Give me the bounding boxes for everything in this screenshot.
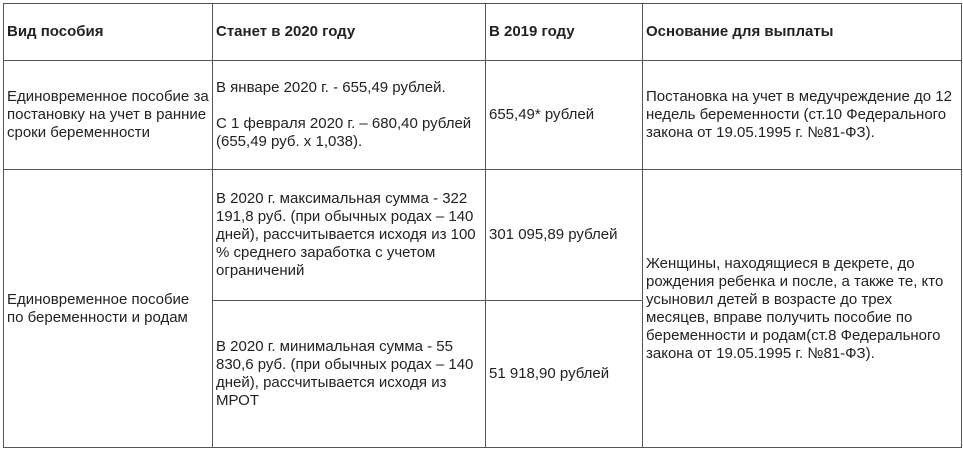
header-basis: Основание для выплаты [643, 4, 962, 61]
benefits-table [3, 3, 962, 448]
amount-2019-max-cell: 301 095,89 рублей [486, 170, 643, 301]
amount-2020-min-cell: В 2020 г. минимальная сумма - 55 830,6 руб. (при обычных родах – 140 дней), рассчитывается исходя из МРОТ [213, 301, 486, 448]
table-row [4, 61, 962, 170]
amount-2020-cell [213, 61, 486, 170]
amount-2019-cell: 655,49* рублей [486, 61, 643, 170]
header-benefit-type: Вид пособия [4, 4, 213, 61]
header-2019: В 2019 году [486, 4, 643, 61]
amount-2020-max-cell: В 2020 г. максимальная сумма - 322 191,8 руб. (при обычных родах – 140 дней), рассчитывается исходя из 100 % среднего заработка с учетом ограничений [213, 170, 486, 301]
table-header-row [4, 4, 962, 61]
benefit-type-cell: Единовременное пособие по беременности и родам [4, 170, 213, 448]
header-2020: Станет в 2020 году [213, 4, 486, 61]
benefit-type-cell: Единовременное пособие за постановку на учет в ранние сроки беременности [4, 61, 213, 170]
amount-2020-february: С 1 февраля 2020 г. – 680,40 рублей (655,49 руб. х 1,038). [216, 115, 472, 150]
basis-cell: Женщины, находящиеся в декрете, до рождения ребенка и после, а также те, кто усыновил детей в возрасте до трех месяцев, вправе получить пособие по беременности и родам(ст.8 Федерального закона от 19.05.1995 г. №81-ФЗ). [643, 170, 962, 448]
basis-cell: Постановка на учет в медучреждение до 12 недель беременности (ст.10 Федерального закона от 19.05.1995 г. №81-ФЗ). [643, 61, 962, 170]
amount-2020-january: В январе 2020 г. - 655,49 рублей. [216, 79, 446, 96]
table-row [4, 170, 962, 301]
amount-2019-min-cell: 51 918,90 рублей [486, 301, 643, 448]
